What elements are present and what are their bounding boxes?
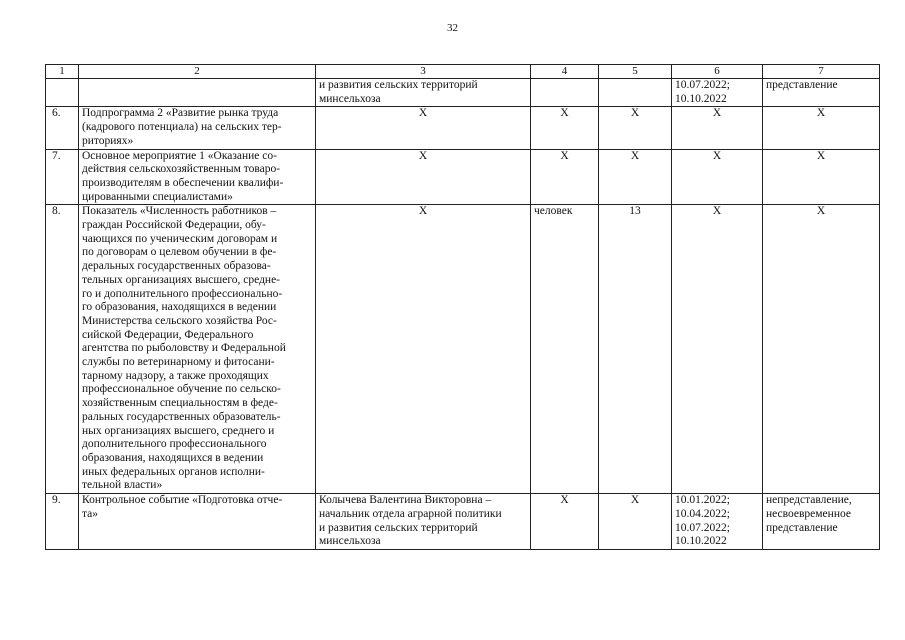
column-number: 2 [79,65,316,79]
cell-c7 [763,149,880,205]
column-number-row [46,65,880,79]
cell-line: 13 [629,205,641,218]
cell-line: дополнительного профессионального [82,438,267,451]
cell-c6 [672,79,763,107]
cell-c2 [79,205,316,494]
cell-c3 [316,149,531,205]
cell-line: минсельхоза [319,92,381,105]
row-number: 7. [46,149,79,205]
column-number: 4 [531,65,599,79]
cell-line: действия сельскохозяйственным товаро- [82,163,281,176]
cell-line: тельных организациях высшего, средне- [82,273,281,286]
cell-line: тельной власти» [82,479,163,492]
cell-line: 10.10.2022 [675,92,727,105]
column-number: 3 [316,65,531,79]
cell-line: и развития сельских территорий [319,79,478,91]
cell-c3 [316,79,531,107]
cell-c7 [763,79,880,107]
cell-line: Х [630,149,640,162]
column-number: 7 [763,65,880,79]
table-row [46,494,880,550]
cell-c2 [79,494,316,550]
cell-line: производителям в обеспечении квалифи- [82,176,284,189]
cell-c5 [599,494,672,550]
cell-line: ральных государственных образователь- [82,410,281,423]
table-row [46,205,880,494]
cell-line: Х [712,149,722,162]
cell-line: сийской Федерации, Федерального [82,328,254,341]
cell-line: Показатель «Численность работников – [82,205,277,218]
cell-line: Х [712,107,722,120]
cell-line: начальник отдела аграрной политики [319,507,502,520]
cell-line: Х [816,149,826,162]
cell-line: тарному надзору, а также проходящих [82,369,269,382]
cell-line: образования, находящихся в ведении [82,451,264,464]
cell-c2 [79,79,316,107]
page-number: 32 [447,22,458,34]
cell-line: 10.01.2022; [675,494,730,507]
table-row [46,149,880,205]
cell-line: Х [816,107,826,120]
cell-line: представление [766,79,838,91]
cell-line: 10.10.2022 [675,535,727,548]
cell-c7 [763,205,880,494]
cell-c5 [599,149,672,205]
cell-c5 [599,107,672,149]
cell-line: Х [418,205,428,218]
cell-c4 [531,79,599,107]
cell-line: Х [560,149,569,162]
cell-c5 [599,79,672,107]
cell-c3 [316,494,531,550]
cell-line: ных организациях высшего, среднего и [82,424,275,437]
report-table [45,64,880,550]
column-number: 6 [672,65,763,79]
cell-line: агентства по рыболовству и Федеральной [82,342,286,355]
cell-line: Х [560,494,569,507]
cell-line: иных федеральных органов исполни- [82,465,265,478]
cell-c7 [763,107,880,149]
row-number: 8. [46,205,79,494]
cell-line: риториях» [82,134,134,147]
cell-c6 [672,107,763,149]
cell-c5 [599,205,672,494]
table-row [46,107,880,149]
cell-line: Контрольное событие «Подготовка отче- [82,494,283,507]
cell-line: Подпрограмма 2 «Развитие рынка труда [82,107,279,120]
cell-line: го образования, находящихся в ведении [82,301,277,314]
cell-line: и развития сельских территорий [319,521,478,534]
cell-c3 [316,107,531,149]
cell-c6 [672,205,763,494]
cell-line: представление [766,521,838,534]
cell-c2 [79,107,316,149]
cell-c2 [79,149,316,205]
cell-line: граждан Российской Федерации, обу- [82,219,266,232]
cell-line: по договорам о целевом обучении в фе- [82,246,277,259]
cell-line: службы по ветеринарному и фитосани- [82,356,275,369]
cell-line: 10.04.2022; [675,507,730,520]
cell-line: (кадрового потенциала) на сельских тер- [82,121,282,134]
cell-line: профессиональное обучение по сельско- [82,383,281,396]
cell-line: 10.07.2022; [675,521,730,534]
cell-line: Х [418,107,428,120]
cell-line: несвоевременное [766,507,851,520]
cell-line: 10.07.2022; [675,79,730,91]
cell-line: Министерства сельского хозяйства Рос- [82,314,277,327]
cell-line: Х [630,107,640,120]
cell-c3 [316,205,531,494]
cell-line: Основное мероприятие 1 «Оказание со- [82,149,277,162]
row-number [46,79,79,107]
cell-line: чающихся по ученическим договорам и [82,232,278,245]
cell-c6 [672,149,763,205]
cell-line: хозяйственным специальностям в феде- [82,397,278,410]
cell-line: Х [816,205,826,218]
cell-line: цированными специалистами» [82,190,233,203]
cell-line: человек [534,205,573,218]
column-number: 1 [46,65,79,79]
cell-c4 [531,494,599,550]
cell-line: минсельхоза [319,535,381,548]
cell-line: деральных государственных образова- [82,260,271,273]
cell-line: Х [560,107,569,120]
cell-line: та» [82,507,99,520]
cell-line: непредставление, [766,494,852,507]
table-row [46,79,880,107]
cell-c4 [531,107,599,149]
cell-c4 [531,205,599,494]
row-number: 6. [46,107,79,149]
row-number: 9. [46,494,79,550]
cell-line: го и дополнительного профессионально- [82,287,283,300]
cell-c4 [531,149,599,205]
cell-line: Х [630,494,640,507]
cell-c6 [672,494,763,550]
cell-c7 [763,494,880,550]
cell-line: Колычева Валентина Викторовна – [319,494,492,507]
cell-line: Х [712,205,722,218]
cell-line: Х [418,149,428,162]
column-number: 5 [599,65,672,79]
